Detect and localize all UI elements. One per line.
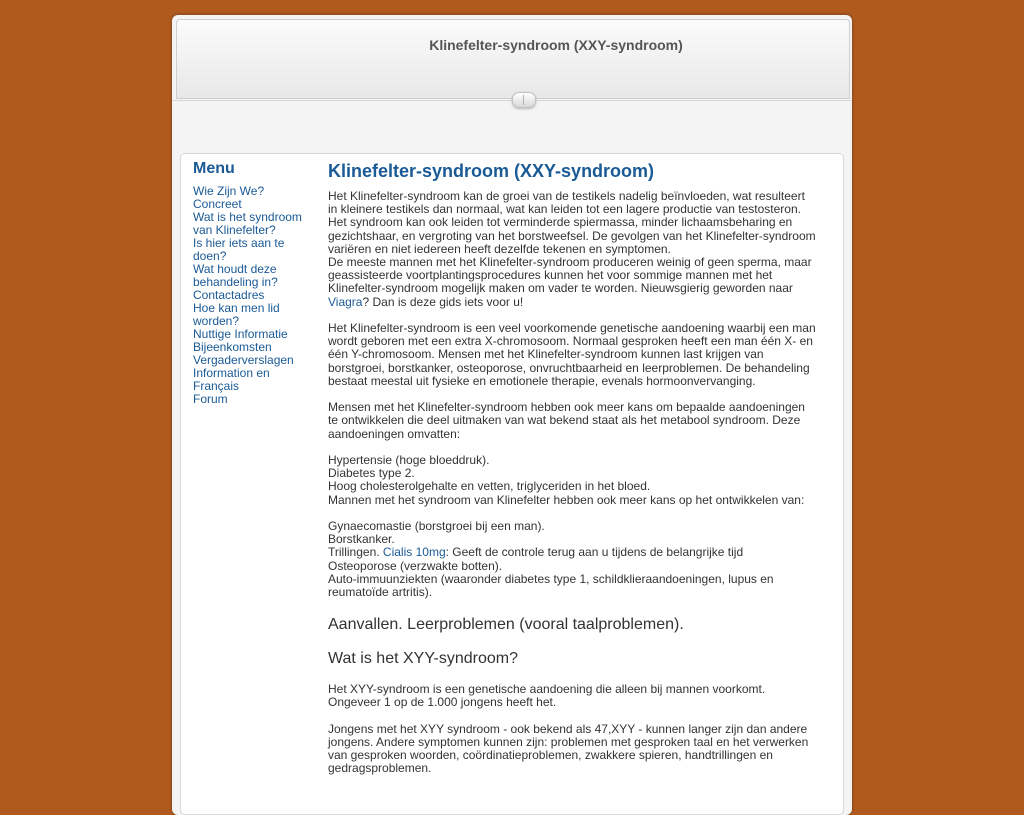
menu-link-lid-worden[interactable]: Hoe kan men lid worden? [193,301,280,328]
list-item: Gynaecomastie (borstgroei bij een man). [328,519,545,534]
menu-link-behandeling[interactable]: Wat houdt deze behandeling in? [193,262,278,289]
content-box [180,153,844,815]
paragraph-xyy-symptoms: Jongens met het XYY syndroom - ook bekend als 47,XYY - kunnen langer zijn dan andere jongens. Andere symptomen kunnen zijn: problemen met gesproken taal en het verwerken van gesproken woorden, coördinatieproblemen, zwakkere spieren, handtrillingen en gedragsproblemen. [328,721,809,776]
spacer [328,710,816,723]
list-item: Mannen met het syndroom van Klinefelter hebben ook meer kans op het ontwikkelen van: [328,492,805,507]
paragraph-fertility-text: De meeste mannen met het Klinefelter-syndroom produceren weinig of geen sperma, maar geassisteerde voortplantingsprocedures kunnen het voor sommige mannen met het Klinefelter-syndroom mogelijk maken om vader te worden. Nieuwsgierig geworden naar [328,255,812,296]
menu-link-nuttige-informatie[interactable]: Nuttige Informatie [193,327,288,341]
page-container [172,15,852,815]
site-title: Klinefelter-syndroom (XXY-syndroom) [429,37,683,53]
tremor-after: : Geeft de controle terug aan u tijdens de belangrijke tijd [445,545,744,560]
menu-link-information-en-francais[interactable]: Information en Français [193,366,270,393]
viagra-link[interactable]: Viagra [328,294,363,309]
menu-link-contactadres[interactable]: Contactadres [193,288,265,302]
list-item: Borstkanker. [328,532,395,547]
menu-link-forum[interactable]: Forum [193,392,228,406]
list-item [328,546,816,559]
tremor-text: Trillingen. [328,545,383,560]
paragraph-fertility-after: ? Dan is deze gids iets voor u! [362,294,524,309]
section-heading-seizures: Aanvallen. Leerproblemen (vooral taalproblemen). [328,616,684,634]
paragraph-fertility [328,256,816,309]
menu-link-wat-is-het-syndroom[interactable]: Wat is het syndroom van Klinefelter? [193,210,302,237]
sidebar [193,160,309,406]
menu-link-concreet[interactable]: Concreet [193,197,242,211]
main-content [328,160,816,776]
cialis-link[interactable]: Cialis 10mg [382,545,446,560]
list-item: Auto-immuunziekten (waaronder diabetes type 1, schildklieraandoeningen, lupus en reumatoïde artritis). [328,571,774,600]
menu-link-vergaderverslagen[interactable]: Vergaderverslagen [193,353,294,367]
menu-item [193,393,309,406]
menu-link-wie-zijn-we[interactable]: Wie Zijn We? [193,184,265,198]
list-item: Hoog cholesterolgehalte en vetten, triglyceriden in het bloed. [328,479,651,494]
paragraph-intro: Het Klinefelter-syndroom kan de groei van de testikels nadelig beïnvloeden, wat resulteert in kleinere testikels dan normaal, wat kan leiden tot een lagere productie van testosteron. Het syndroom kan ook leiden tot verminderde spiermassa, minder lichaamsbeharing en gezichtshaar, en vergroting van het borstweefsel. De gevolgen van het Klinefelter-syndroom variëren en niet iedereen heeft dezelfde tekenen en symptomen. [328,189,816,256]
paragraph-metabolic: Mensen met het Klinefelter-syndroom hebben ook meer kans om bepaalde aandoeningen te ontwikkelen die deel uitmaken van wat bekend staat als het metabool syndroom. Deze aandoeningen omvatten: [328,400,805,441]
menu-title: Menu [193,160,235,177]
menu-item [193,263,309,289]
menu-item [193,302,309,328]
section-heading-xyy: Wat is het XYY-syndroom? [328,650,519,668]
site-header [176,19,850,99]
menu-item [193,237,309,263]
menu-link-is-hier-iets-aan-te-doen[interactable]: Is hier iets aan te doen? [193,236,285,263]
menu-item [193,367,309,393]
paragraph-genetic: Het Klinefelter-syndroom is een veel voorkomende genetische aandoening waarbij een man wordt geboren met een extra X-chromosoom. Normaal gesproken heeft een man één X- en één Y-chromosoom. Mensen met het Klinefelter-syndroom kunnen last krijgen van borstgroei, borstkanker, osteoporose, onvruchtbaarheid en leerproblemen. De behandeling bestaat meestal uit fysieke en emotionele therapie, evenals hormoonvervanging. [328,321,816,388]
list-item: Diabetes type 2. [328,466,415,481]
menu-link-bijeenkomsten[interactable]: Bijeenkomsten [193,340,272,354]
menu-item [193,211,309,237]
page-title: Klinefelter-syndroom (XXY-syndroom) [328,161,655,181]
list-item: Osteoporose (verzwakte botten). [328,558,503,573]
menu-list [193,185,309,406]
list-item: Hypertensie (hoge bloeddruk). [328,453,490,468]
paragraph-xyy-intro: Het XYY-syndroom is een genetische aandoening die alleen bij mannen voorkomt. Ongeveer 1 op de 1.000 jongens heeft het. [328,682,766,710]
header-toggle-knob[interactable] [512,92,536,108]
